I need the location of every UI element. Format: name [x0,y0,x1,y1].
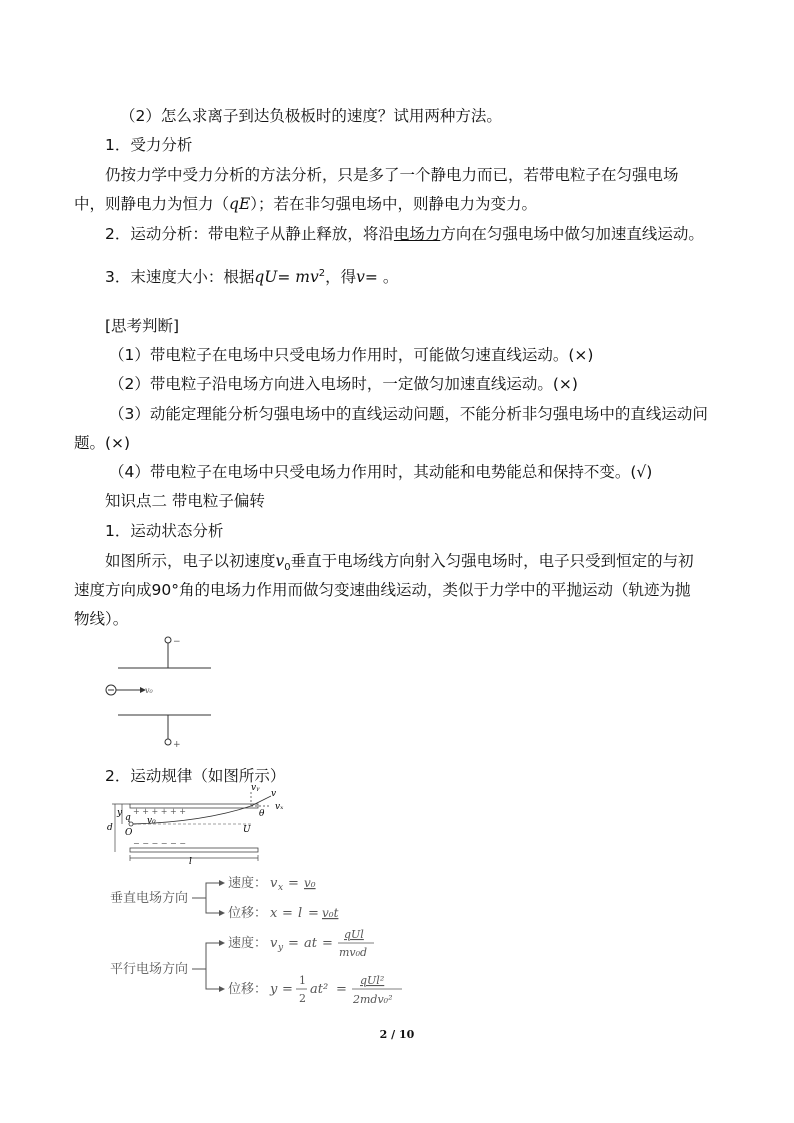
svg-text:=: = [282,982,293,997]
fig2-minus-row: − − − − − − [133,839,186,848]
heading-force-analysis: 1．受力分析 [105,136,193,154]
judge-3-line-1: （3）动能定理能分析匀强电场中的直线运动问题，不能分析非匀强电场中的直线运动问 [109,405,708,423]
para-disp-den: 2mdv₀² [353,993,393,1006]
fig2-v0-label: v₀ [147,816,156,826]
svg-text:=: = [336,982,347,997]
state-paragraph-line-2: 速度方向成90°角的电场力作用而做匀变速曲线运动，类似于力学中的平抛运动（轨迹为抛 [74,581,691,599]
force-paragraph-line-2: 中，则静电力为恒力（qE）；若在非匀强电场中，则静电力为变力。 [74,195,538,213]
para-speed-lhs: v [270,936,278,951]
para-speed-mid: at [304,936,317,951]
heading-motion-law: 2．运动规律（如图所示） [105,767,286,785]
para-disp-lhs: y [270,982,278,997]
perp-disp-rhs: v₀t [322,906,339,920]
force-paragraph-line-1: 仍按力学中受力分析的方法分析，只是多了一个静电力而已，若带电粒子在匀强电场 [105,166,679,184]
state-paragraph-line-3: 物线）。 [74,610,129,628]
perpendicular-formulas [110,868,370,928]
fig2-d-label: d [107,823,113,833]
fig2-y-label: y [117,808,123,818]
deflection-figure-2 [103,783,293,867]
perp-disp-mid: l [298,906,303,921]
para-disp-half-den: 2 [299,992,306,1005]
fig2-v-label: v [271,789,277,799]
fig1-plus-label: + [173,740,181,750]
svg-text:=: = [288,936,299,951]
svg-text:=: = [288,876,299,891]
motion-analysis: 2．运动分析：带电粒子从静止释放，将沿电场力方向在匀强电场中做匀加速直线运动。 [105,225,704,243]
knowledge-point-2: 知识点二 带电粒子偏转 [105,492,265,510]
deflection-figure-1 [100,630,230,750]
page-number: 2 / 10 [379,1028,415,1041]
para-disp-half-num: 1 [299,974,306,987]
question-2: （2）怎么求离子到达负极板时的速度？试用两种方法。 [120,107,502,125]
judge-1: （1）带电粒子在电场中只受电场力作用时，可能做匀速直线运动。(×) [109,346,594,364]
perp-disp-label: 位移： [228,906,268,921]
fig2-q-label: q [125,813,131,823]
para-speed-den: mv₀d [339,946,368,959]
fig2-l-label: l [189,857,192,867]
para-disp-num: qUl² [360,974,385,987]
final-velocity: 3．末速度大小：根据$qU= mv^2$，得v= 。 [105,268,399,287]
fig2-plus-row: + + + + + + [133,807,186,816]
fig2-vx-label: vₓ [275,802,284,812]
think-judge-title: [思考判断] [105,317,180,335]
perp-direction-label: 垂直电场方向 [110,891,189,906]
fig1-v0-label: v₀ [145,686,153,695]
judge-2: （2）带电粒子沿电场方向进入电场时，一定做匀加速直线运动。(×) [109,375,578,393]
state-paragraph-line-1: 如图所示，电子以初速度$v_0$垂直于电场线方向射入匀强电场时，电子只受到恒定的与初 [105,552,694,574]
judge-4: （4）带电粒子在电场中只受电场力作用时，其动能和电势能总和保持不变。(√) [109,463,653,481]
svg-text:=: = [322,936,333,951]
para-speed-num: qUl [344,928,364,941]
fig2-vy-label: vᵧ [251,783,260,793]
parallel-formulas [110,926,430,1018]
perp-speed-rhs: v₀ [304,876,316,890]
perp-speed-sub: x [278,883,284,893]
para-disp-mid: at² [310,982,329,997]
para-disp-label: 位移： [228,982,268,997]
para-direction-label: 平行电场方向 [110,962,189,977]
fig1-minus-label: − [173,637,181,647]
svg-text:=: = [282,906,293,921]
perp-disp-lhs: x [270,906,278,921]
judge-3-line-2: 题。(×) [74,434,131,452]
perp-speed-label: 速度： [228,876,268,891]
heading-motion-state: 1．运动状态分析 [105,522,224,540]
svg-text:=: = [308,906,319,921]
fig2-O-label: O [125,828,133,838]
perp-speed-lhs: v [270,876,278,891]
para-speed-sub: y [278,943,284,953]
fig2-theta-label: θ [259,809,265,819]
fig2-U-label: U [243,825,251,835]
para-speed-label: 速度： [228,936,268,951]
